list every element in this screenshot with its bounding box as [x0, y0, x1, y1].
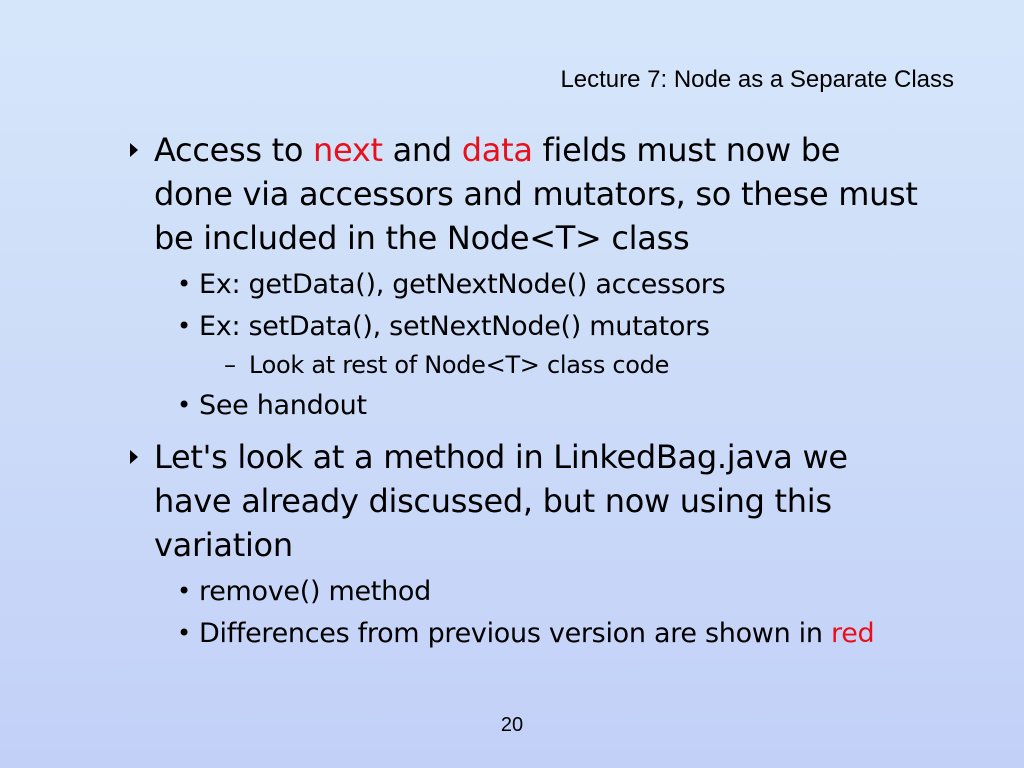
bullet-text: Let's look at a method in LinkedBag.java we have already discussed, but now using this variation: [154, 438, 848, 564]
bullet-text: Access to next and data fields must now be done via accessors and mutators, so these must be included in the Node<T> class: [154, 131, 918, 257]
sub-sub-bullet-text: Look at rest of Node<T> class code: [249, 351, 670, 379]
bullet-linkedbag-method: [120, 435, 980, 567]
keyword-next: next: [313, 131, 383, 169]
sub-sub-bullet-node-code: [120, 349, 980, 381]
sub-bullet-mutators: [120, 309, 980, 344]
slide-title: Lecture 7: Node as a Separate Class: [560, 66, 954, 93]
sub-bullet-differences: [120, 616, 980, 651]
sub-bullet-text: Ex: getData(), getNextNode() accessors: [199, 269, 726, 300]
dot-bullet-icon: •: [177, 312, 191, 340]
sub-bullet-remove-method: [120, 574, 980, 609]
sub-bullet-text: Ex: setData(), setNextNode() mutators: [199, 311, 710, 342]
keyword-data: data: [461, 131, 533, 169]
triangle-bullet-icon: [130, 450, 138, 464]
dot-bullet-icon: •: [177, 270, 191, 298]
sub-bullet-text: Differences from previous version are shown in red: [199, 618, 875, 649]
dash-bullet-icon: –: [224, 351, 236, 379]
keyword-red: red: [830, 618, 875, 649]
page-number: 20: [500, 714, 524, 736]
bullet-access-fields: [120, 128, 980, 260]
sub-bullet-text: remove() method: [199, 576, 431, 607]
triangle-bullet-icon: [130, 143, 138, 157]
sub-bullet-accessors: [120, 267, 980, 302]
dot-bullet-icon: •: [177, 619, 191, 647]
sub-bullet-text: See handout: [199, 390, 367, 421]
slide-content: [120, 128, 980, 653]
sub-bullet-handout: [120, 388, 980, 423]
dot-bullet-icon: •: [177, 577, 191, 605]
dot-bullet-icon: •: [177, 391, 191, 419]
